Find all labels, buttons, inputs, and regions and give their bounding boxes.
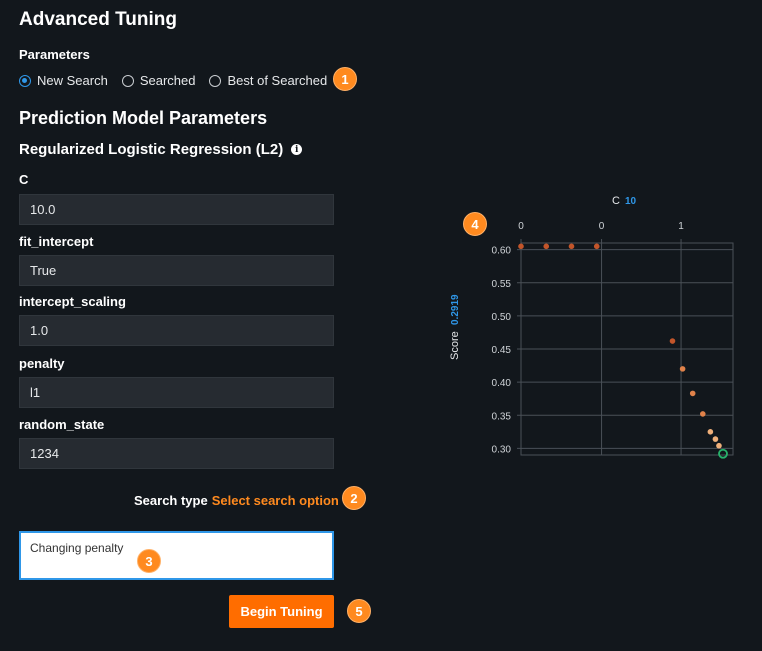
field-label-fit-intercept: fit_intercept xyxy=(19,234,94,249)
data-point xyxy=(518,244,524,250)
parameters-label: Parameters xyxy=(19,47,90,62)
field-label-intercept-scaling: intercept_scaling xyxy=(19,294,126,309)
y-axis-label: Score xyxy=(449,331,461,360)
radio-unselected-icon xyxy=(122,75,134,87)
field-label-c: C xyxy=(19,172,29,187)
y-tick-label: 0.35 xyxy=(491,411,511,423)
data-point xyxy=(690,391,696,397)
search-type-selector xyxy=(134,493,353,508)
callout-badge-5: 5 xyxy=(347,599,371,623)
data-point xyxy=(670,338,676,344)
model-title xyxy=(19,141,302,158)
y-tick-label: 0.55 xyxy=(491,278,511,290)
y-axis-value: 0.2919 xyxy=(450,294,461,325)
search-type-dropdown[interactable]: Select search option xyxy=(211,493,339,508)
radio-label: Searched xyxy=(139,73,196,88)
field-label-random-state: random_state xyxy=(19,417,105,432)
y-tick-label: 0.30 xyxy=(491,444,511,456)
section-title: Prediction Model Parameters xyxy=(19,108,268,128)
fit-intercept-input[interactable]: True xyxy=(19,255,334,286)
y-tick-label: 0.60 xyxy=(491,245,511,257)
y-tick-label: 0.45 xyxy=(491,345,511,356)
callout-badge-1: 1 xyxy=(333,67,357,91)
data-point xyxy=(700,411,706,417)
radio-new-search[interactable] xyxy=(19,73,108,88)
data-point xyxy=(716,443,722,449)
callout-badge-3: 3 xyxy=(137,549,161,573)
info-icon[interactable]: i xyxy=(291,144,302,155)
description-textarea[interactable]: Changing penalty xyxy=(19,531,334,580)
page-title: Advanced Tuning xyxy=(19,9,177,30)
intercept-scaling-input[interactable]: 1.0 xyxy=(19,315,334,346)
radio-label: New Search xyxy=(37,73,108,88)
x-tick-label: 0 xyxy=(518,221,524,232)
data-point xyxy=(594,244,600,250)
radio-best-of-searched[interactable] xyxy=(209,73,327,88)
y-tick-label: 0.50 xyxy=(491,311,511,323)
begin-tuning-button[interactable]: Begin Tuning xyxy=(229,595,334,628)
x-axis-label: C xyxy=(612,195,620,207)
y-tick-label: 0.40 xyxy=(491,378,511,390)
data-point xyxy=(680,366,686,372)
data-point xyxy=(543,244,549,250)
data-point xyxy=(708,429,714,435)
callout-badge-4: 4 xyxy=(463,212,487,236)
data-point xyxy=(713,436,719,442)
penalty-input[interactable]: l1 xyxy=(19,377,334,408)
radio-searched[interactable] xyxy=(122,73,196,88)
radio-label: Best of Searched xyxy=(227,73,328,88)
c-input[interactable]: 10.0 xyxy=(19,194,334,225)
data-point xyxy=(569,244,575,250)
callout-badge-2: 2 xyxy=(342,486,366,510)
radio-unselected-icon xyxy=(209,75,221,87)
x-tick-label: 0 xyxy=(598,221,605,232)
x-tick-label: 1 xyxy=(678,221,684,232)
x-axis-value: 10 xyxy=(625,196,637,207)
best-point-marker xyxy=(719,450,727,458)
search-mode-radio-group xyxy=(19,73,341,88)
field-label-penalty: penalty xyxy=(19,356,65,371)
model-name: Regularized Logistic Regression (L2) xyxy=(19,141,284,158)
search-type-label: Search type xyxy=(134,493,208,508)
random-state-input[interactable]: 1234 xyxy=(19,438,334,469)
radio-selected-icon xyxy=(19,75,31,87)
